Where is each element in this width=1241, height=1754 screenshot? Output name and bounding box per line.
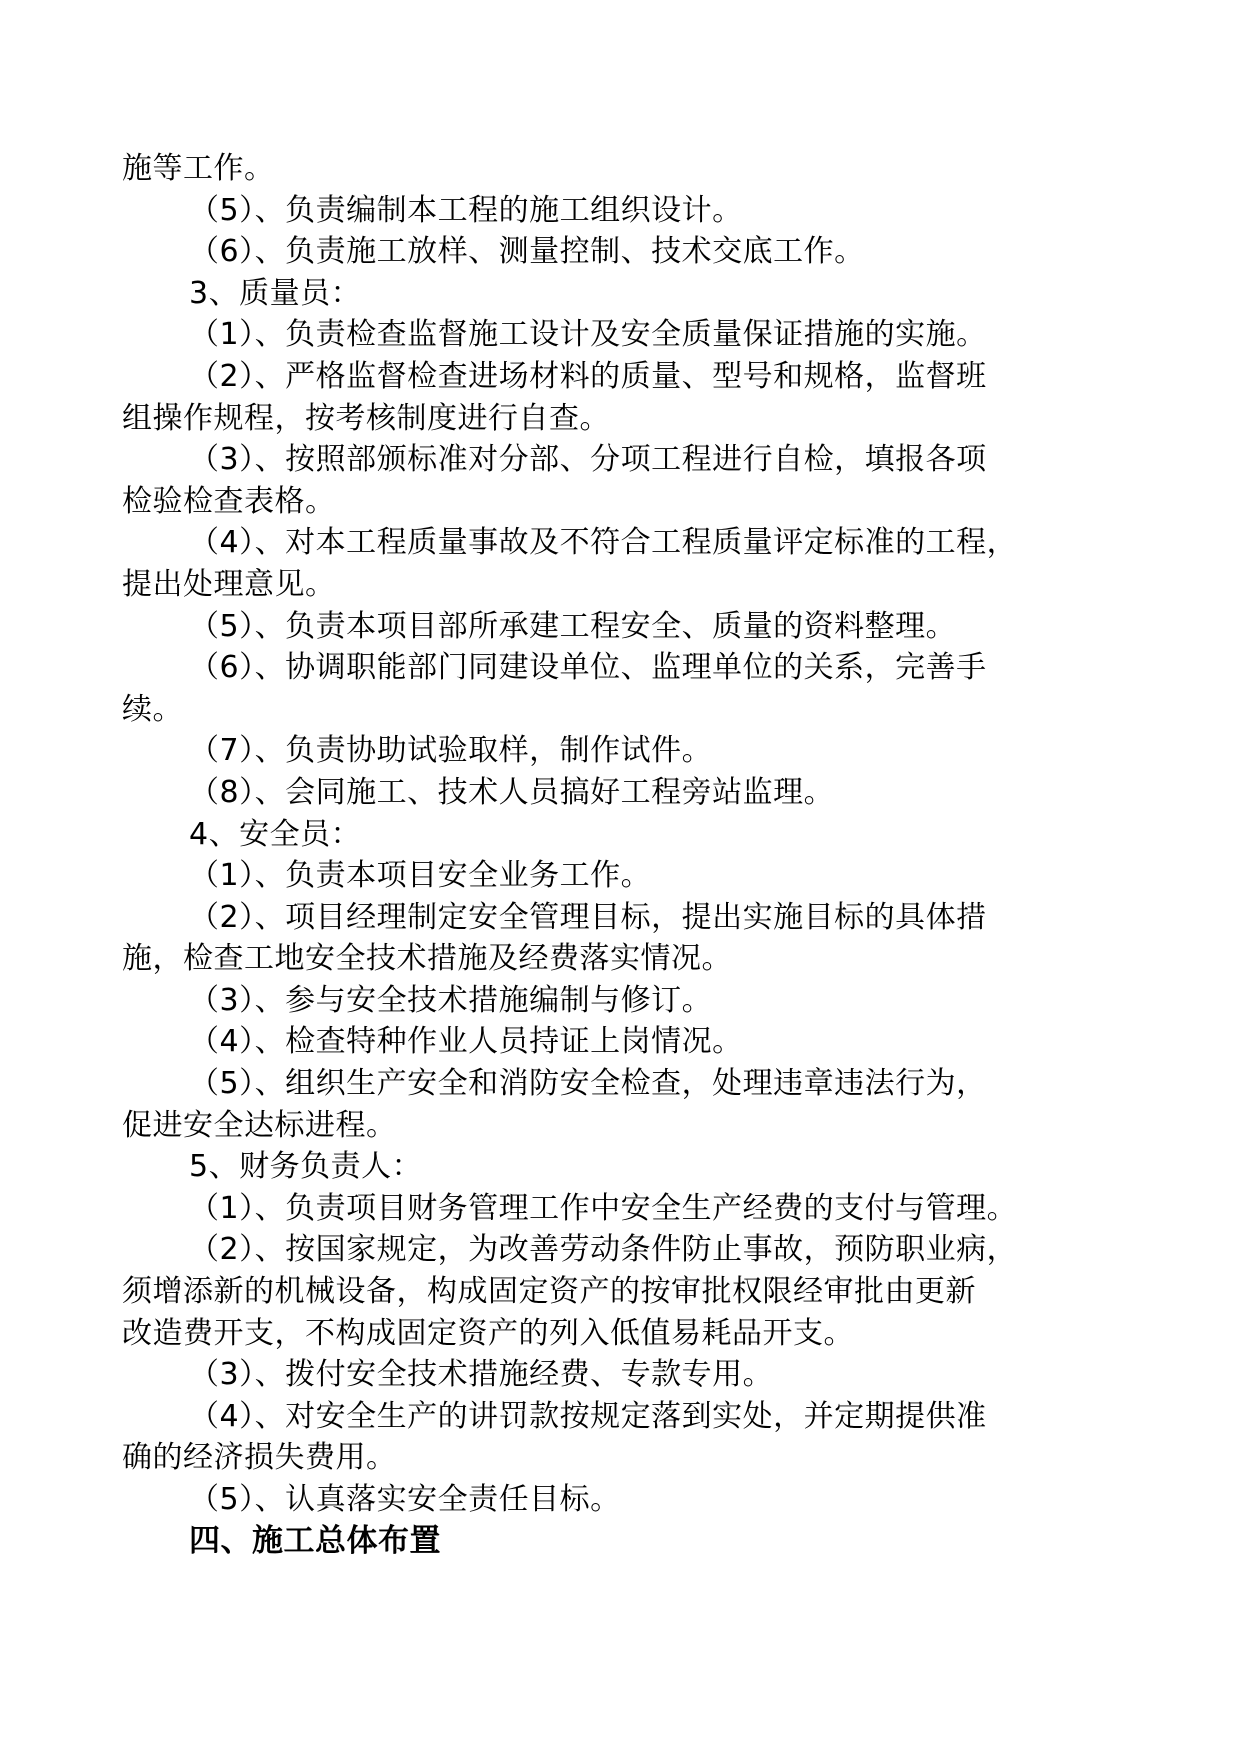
text-line: （1）、负责本项目安全业务工作。 [189, 858, 652, 894]
text-line: （1）、负责项目财务管理工作中安全生产经费的支付与管理。 [189, 1190, 1018, 1226]
text-line: 促进安全达标进程。 [122, 1107, 397, 1143]
text-line: （2）、严格监督检查进场材料的质量、型号和规格，监督班 [189, 358, 987, 394]
text-line: （5）、认真落实安全责任目标。 [189, 1482, 621, 1517]
text-line: （8）、会同施工、技术人员搞好工程旁站监理。 [189, 774, 835, 810]
text-line: 施，检查工地安全技术措施及经费落实情况。 [122, 941, 732, 977]
document-page [122, 148, 1062, 1562]
text-line: （5）、组织生产安全和消防安全检查，处理违章违法行为， [189, 1066, 987, 1102]
text-line: 确的经济损失费用。 [122, 1440, 397, 1476]
text-line: （4）、检查特种作业人员持证上岗情况。 [189, 1024, 743, 1060]
text-line: 检验检查表格。 [122, 483, 336, 519]
text-line: （6）、协调职能部门同建设单位、监理单位的关系，完善手 [189, 650, 987, 686]
text-line: 改造费开支，不构成固定资产的列入低值易耗品开支。 [122, 1315, 854, 1351]
text-line: （5）、负责本项目部所承建工程安全、质量的资料整理。 [189, 608, 957, 644]
text-line: （1）、负责检查监督施工设计及安全质量保证措施的实施。 [189, 317, 987, 353]
text-line: （6）、负责施工放样、测量控制、技术交底工作。 [189, 234, 865, 270]
text-line: （5）、负责编制本工程的施工组织设计。 [189, 192, 743, 228]
subsection-title: 5、财务负责人： [189, 1149, 423, 1185]
text-line: （4）、对安全生产的讲罚款按规定落到实处，并定期提供准 [189, 1398, 987, 1434]
text-line: （2）、项目经理制定安全管理目标，提出实施目标的具体措 [189, 899, 987, 935]
text-line: 提出处理意见。 [122, 566, 336, 602]
text-line: 组操作规程，按考核制度进行自查。 [122, 400, 610, 436]
text-line: （3）、参与安全技术措施编制与修订。 [189, 982, 713, 1018]
text-line: 须增添新的机械设备，构成固定资产的按审批权限经审批由更新 [122, 1274, 976, 1310]
subsection-title: 4、安全员： [189, 816, 362, 852]
text-line: （3）、按照部颁标准对分部、分项工程进行自检，填报各项 [189, 442, 987, 478]
text-line: 续。 [122, 691, 183, 727]
text-line: （4）、对本工程质量事故及不符合工程质量评定标准的工程， [189, 525, 1018, 561]
text-line: 施等工作。 [122, 151, 275, 186]
text-line: （7）、负责协助试验取样，制作试件。 [189, 733, 713, 769]
text-line: （3）、拨付安全技术措施经费、专款专用。 [189, 1357, 774, 1393]
text-line: （2）、按国家规定，为改善劳动条件防止事故，预防职业病， [189, 1232, 1018, 1268]
subsection-title: 3、质量员： [189, 275, 362, 311]
section-heading: 四、施工总体布置 [189, 1522, 441, 1559]
